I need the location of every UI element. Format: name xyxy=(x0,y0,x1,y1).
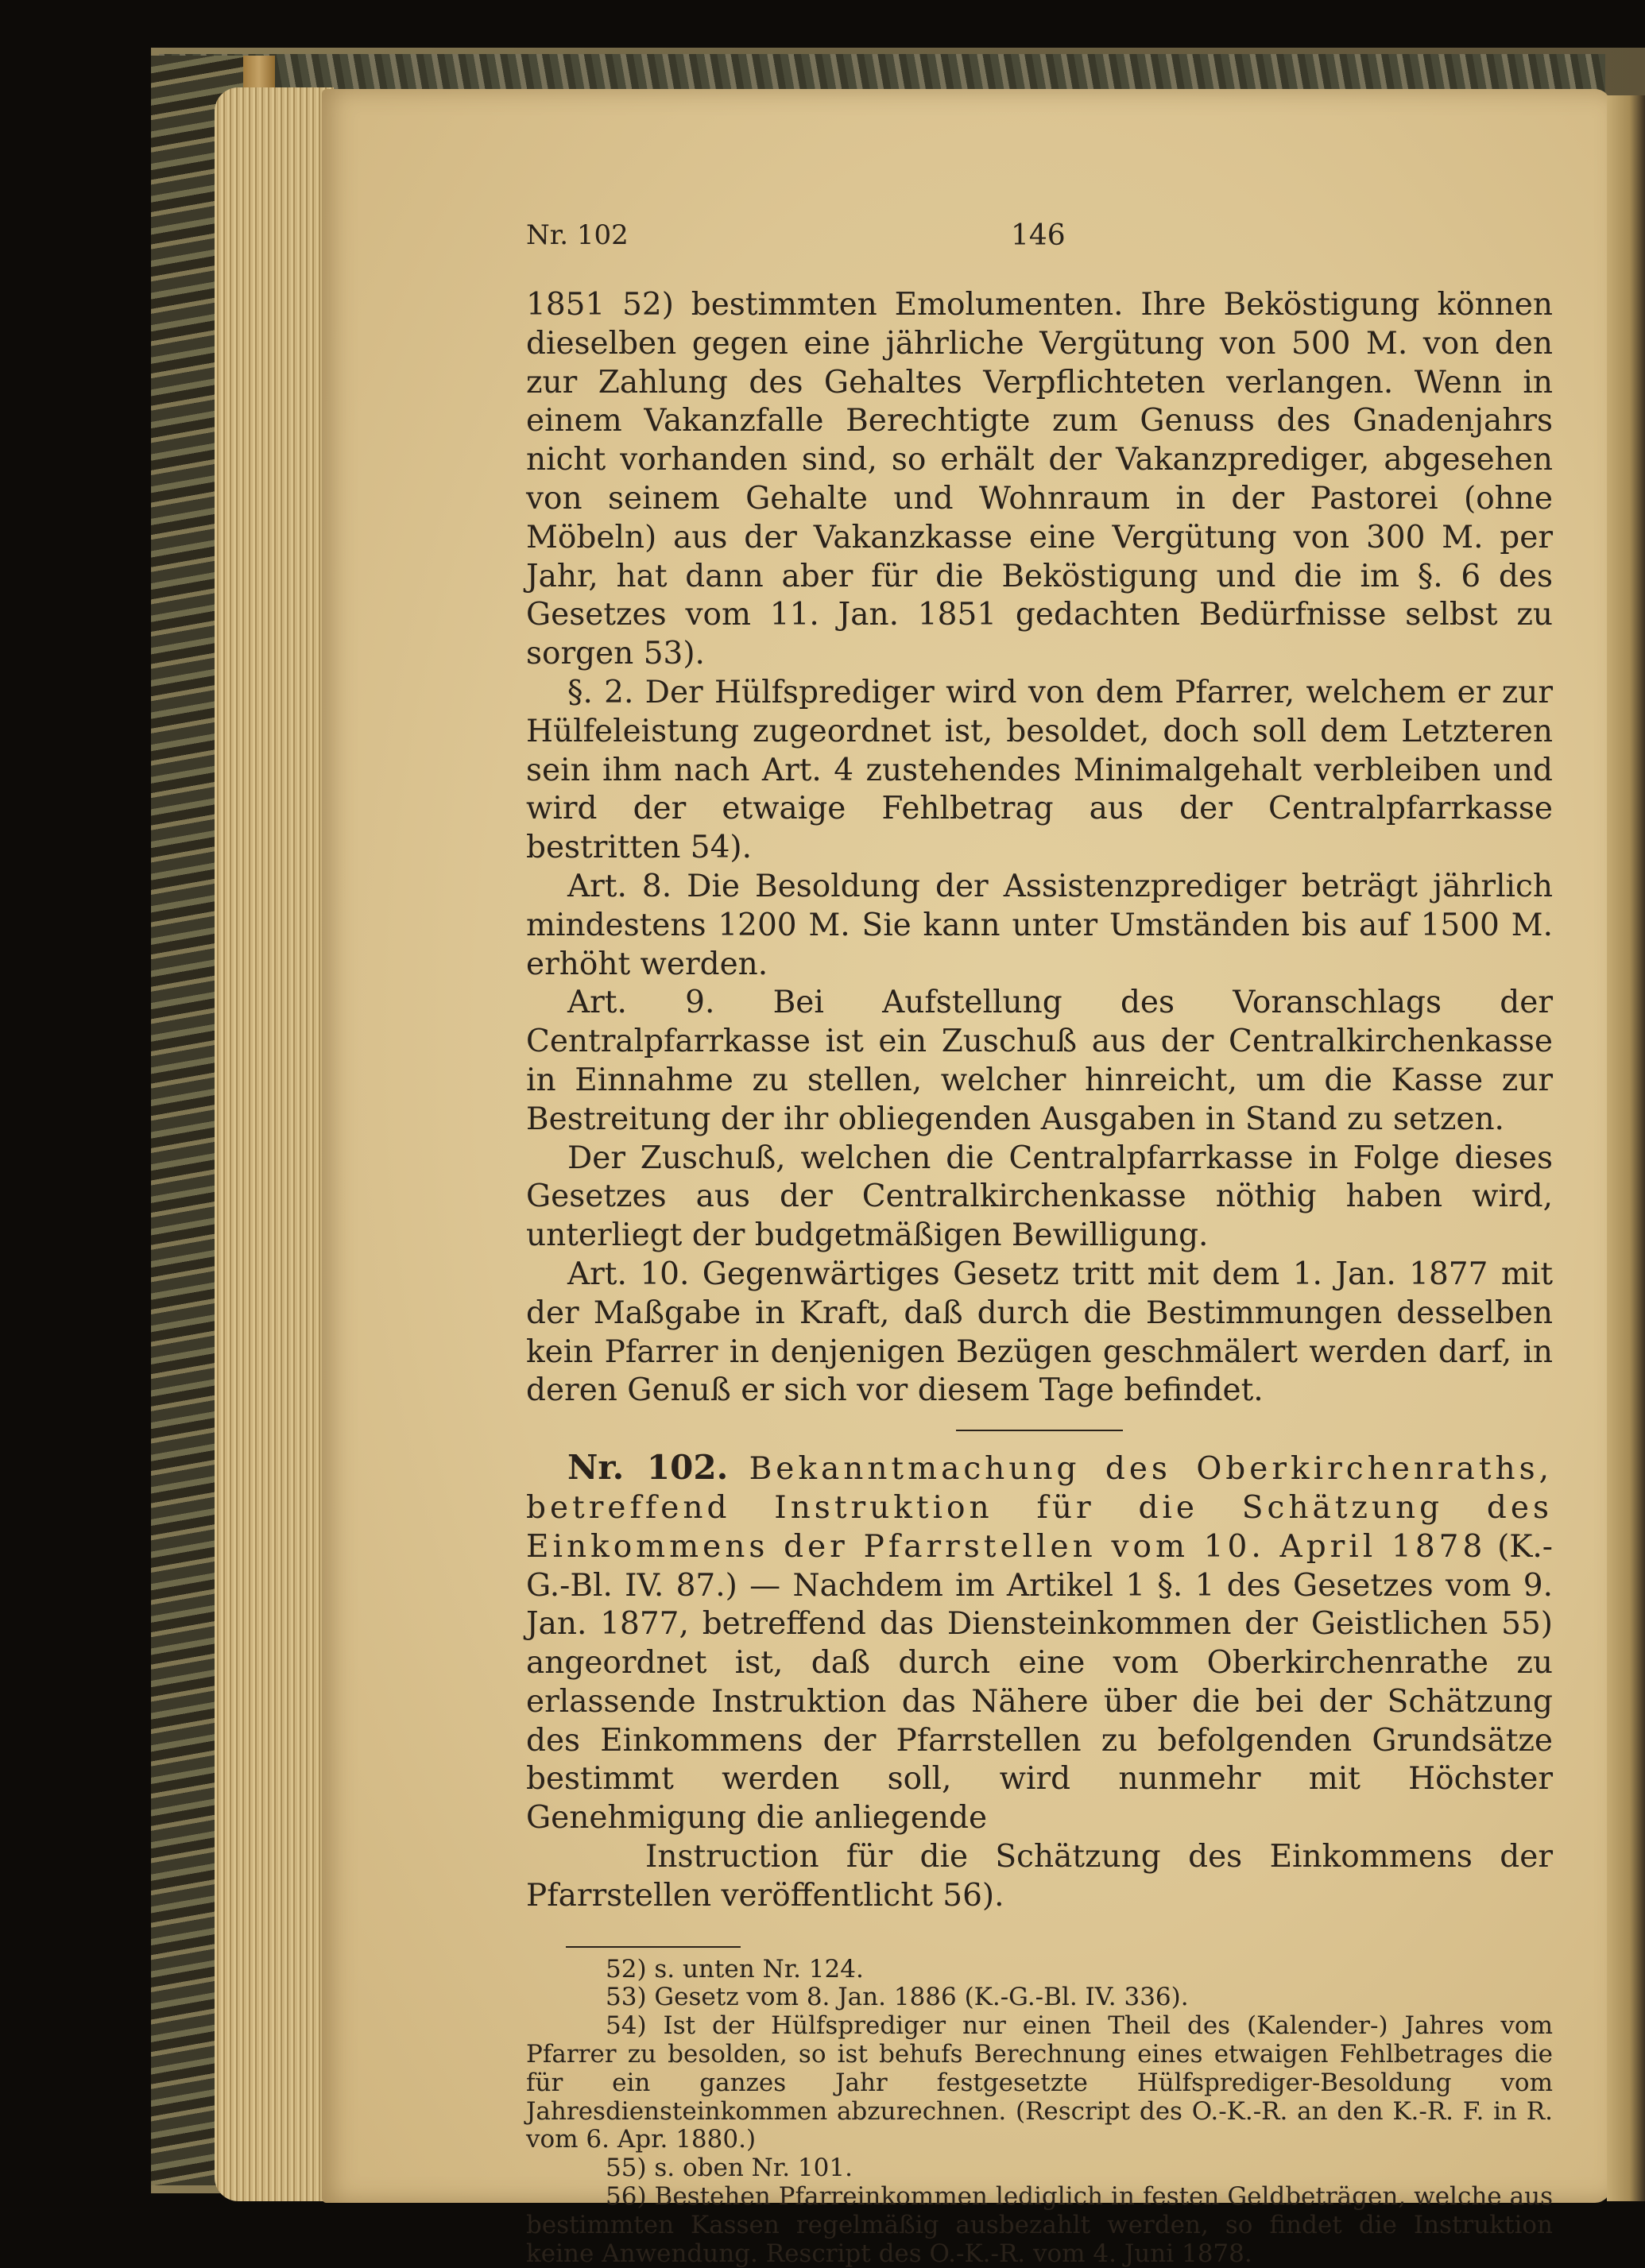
section-text: (K.-G.-Bl. IV. 87.) — Nachdem im Artikel 1 §. 1 des Gesetzes vom 9. Jan. 1877, betreffend das Diensteinkommen der Geistlichen 55) angeordnet ist, daß durch eine vom Oberkirchenrathe zu erlassende Instruktion das Nähere über die bei der Schätzung des Einkommens der Pfarrstellen zu befolgenden Grundsätze bestimmt werden soll, wird nunmehr mit Höchster Genehmigung die anliegende xyxy=(526,1528,1553,1836)
page-header xyxy=(526,219,1553,254)
paragraph: Art. 10. Gegenwärtiges Gesetz tritt mit dem 1. Jan. 1877 mit der Maßgabe in Kraft, daß durch die Bestimmungen desselben kein Pfarrer in denjenigen Bezügen geschmälert werden darf, in deren Genuß er sich vor diesem Tage befindet. xyxy=(526,1256,1553,1409)
page-edges xyxy=(215,87,334,2201)
footnote: 56) Bestehen Pfarreinkommen lediglich in festen Geldbeträgen, welche aus bestimmten Kassen regelmäßig ausbezahlt werden, so findet die Instruktion keine Anwendung. Rescript des O.-K.-R. vom 4. Juni 1878. xyxy=(526,2182,1553,2268)
section-closing: Instruction für die Schätzung des Einkommens der Pfarrstellen veröffentlicht 56). xyxy=(526,1839,1553,1914)
paragraph: Art. 9. Bei Aufstellung des Voranschlags der Centralpfarrkasse ist ein Zuschuß aus der Centralkirchenkasse in Einnahme zu stellen, welcher hinreicht, um die Kasse zur Bestreitung der ihr obliegenden Ausgaben in Stand zu setzen. xyxy=(526,985,1553,1137)
footnote: 54) Ist der Hülfsprediger nur einen Theil des (Kalender-) Jahres vom Pfarrer zu besolden, so ist behufs Berechnung eines etwaigen Fehlbetrages die für ein ganzes Jahr festgesetzte Hülfsprediger-Besoldung vom Jahresdiensteinkommen abzurechnen. (Rescript des O.-K.-R. an den K.-R. F. in R. vom 6. Apr. 1880.) xyxy=(526,2011,1553,2154)
footnote: 52) s. unten Nr. 124. xyxy=(606,1954,864,1984)
footnote-divider xyxy=(566,1946,741,1948)
footnotes xyxy=(526,1956,1553,2268)
footnote: 53) Gesetz vom 8. Jan. 1886 (K.-G.-Bl. IV. 336). xyxy=(606,1983,1189,2012)
section-title: Bekanntmachung des Oberkirchenraths, betreffend Instruktion für die Schätzung des Einkommens der Pfarrstellen vom 10. April 1878 xyxy=(526,1451,1553,1565)
paragraph: 1851 52) bestimmten Emolumenten. Ihre Beköstigung können dieselben gegen eine jährliche Vergütung von 500 M. von den zur Zahlung des Gehaltes Verpflichteten verlangen. Wenn in einem Vakanzfalle Berechtigte zum Genuss des Gnadenjahrs nicht vorhanden sind, so erhält der Vakanzprediger, abgesehen von seinem Gehalte und Wohnraum in der Pastorei (ohne Möbeln) aus der Vakanzkasse eine Vergütung von 300 M. per Jahr, hat dann aber für die Beköstigung und die im §. 6 des Gesetzes vom 11. Jan. 1851 gedachten Bedürfnisse selbst zu sorgen 53). xyxy=(526,287,1553,672)
section-divider xyxy=(956,1430,1123,1431)
page-number: 146 xyxy=(1011,219,1066,252)
paragraph: Art. 8. Die Besoldung der Assistenzprediger beträgt jährlich mindestens 1200 M. Sie kann unter Umständen bis auf 1500 M. erhöht werden. xyxy=(526,868,1553,982)
section-paragraph xyxy=(526,1449,1553,1838)
running-head: Nr. 102 xyxy=(526,219,629,251)
paragraph: Der Zuschuß, welchen die Centralpfarrkasse in Folge dieses Gesetzes aus der Centralkirchenkasse nöthig haben wird, unterliegt der budgetmäßigen Bewilligung. xyxy=(526,1140,1553,1254)
footnote: 55) s. oben Nr. 101. xyxy=(606,2154,853,2183)
paragraph: §. 2. Der Hülfsprediger wird von dem Pfarrer, welchem er zur Hülfeleistung zugeordnet ist, besoldet, doch soll dem Letzteren sein ihm nach Art. 4 zustehendes Minimalgehalt verbleiben und wird der etwaige Fehlbetrag aus der Centralpfarrkasse bestritten 54). xyxy=(526,674,1553,866)
section-number: Nr. 102. xyxy=(567,1448,729,1488)
page-body xyxy=(526,286,1553,2268)
page-right-edge xyxy=(1607,95,1645,2201)
